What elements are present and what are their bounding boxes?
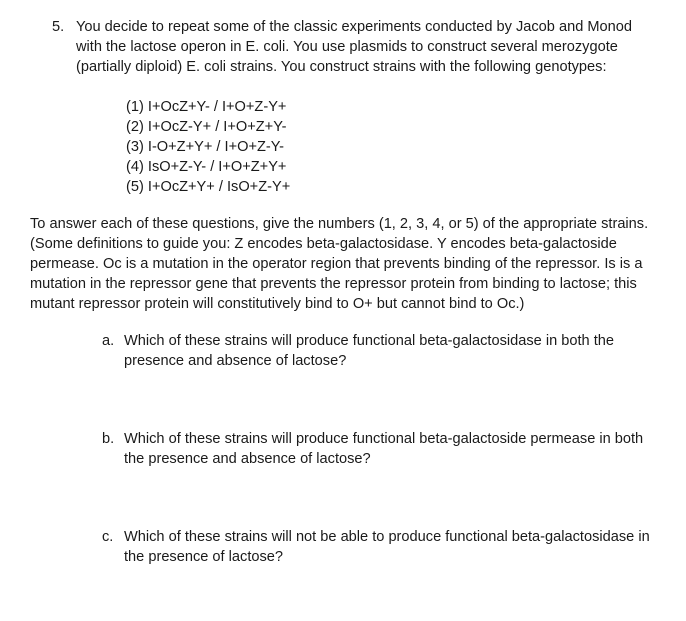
genotype-5: (5) I+OcZ+Y+ / IsO+Z-Y+ (126, 179, 291, 195)
subquestion-b (102, 429, 662, 469)
genotype-3: (3) I-O+Z+Y+ / I+O+Z-Y- (126, 139, 285, 155)
subquestion-text: Which of these strains will not be able to produce functional beta-galactosidase in the presence of lactose? (124, 529, 650, 565)
subquestion-a (102, 331, 662, 371)
subquestion-text: Which of these strains will produce functional beta-galactosidase in both the presence and absence of lactose? (124, 333, 614, 369)
instructions-paragraph: To answer each of these questions, give the numbers (1, 2, 3, 4, or 5) of the appropriate strains. (Some definitions to guide you: Z encodes beta-galactosidase. Y encodes beta-galactoside permease. Oc is a mutation in the operator region that prevents binding of the repressor. Is is a mutation in the repressor gene that prevents the repressor protein from binding to lactose; this mutant repressor protein will constitutively bind to O+ but cannot bind to Oc.) (30, 216, 649, 312)
subquestion-c (102, 527, 662, 567)
genotype-1: (1) I+OcZ+Y- / I+O+Z-Y+ (126, 99, 287, 115)
genotype-2: (2) I+OcZ-Y+ / I+O+Z+Y- (126, 119, 287, 135)
subquestion-text: Which of these strains will produce functional beta-galactoside permease in both the presence and absence of lactose? (124, 431, 644, 467)
question-number: 5. (52, 19, 65, 35)
subquestion-letter: b. (102, 431, 115, 447)
genotype-list (126, 97, 526, 197)
question-header (52, 17, 652, 77)
genotype-4: (4) IsO+Z-Y- / I+O+Z+Y+ (126, 159, 287, 175)
question-text: You decide to repeat some of the classic experiments conducted by Jacob and Monod with the lactose operon in E. coli. You use plasmids to construct several merozygote (partially diploid) E. coli strains. You construct strains with the following genotypes: (76, 19, 632, 75)
subquestion-letter: a. (102, 333, 115, 349)
question-5 (52, 17, 652, 77)
subquestion-letter: c. (102, 529, 114, 545)
